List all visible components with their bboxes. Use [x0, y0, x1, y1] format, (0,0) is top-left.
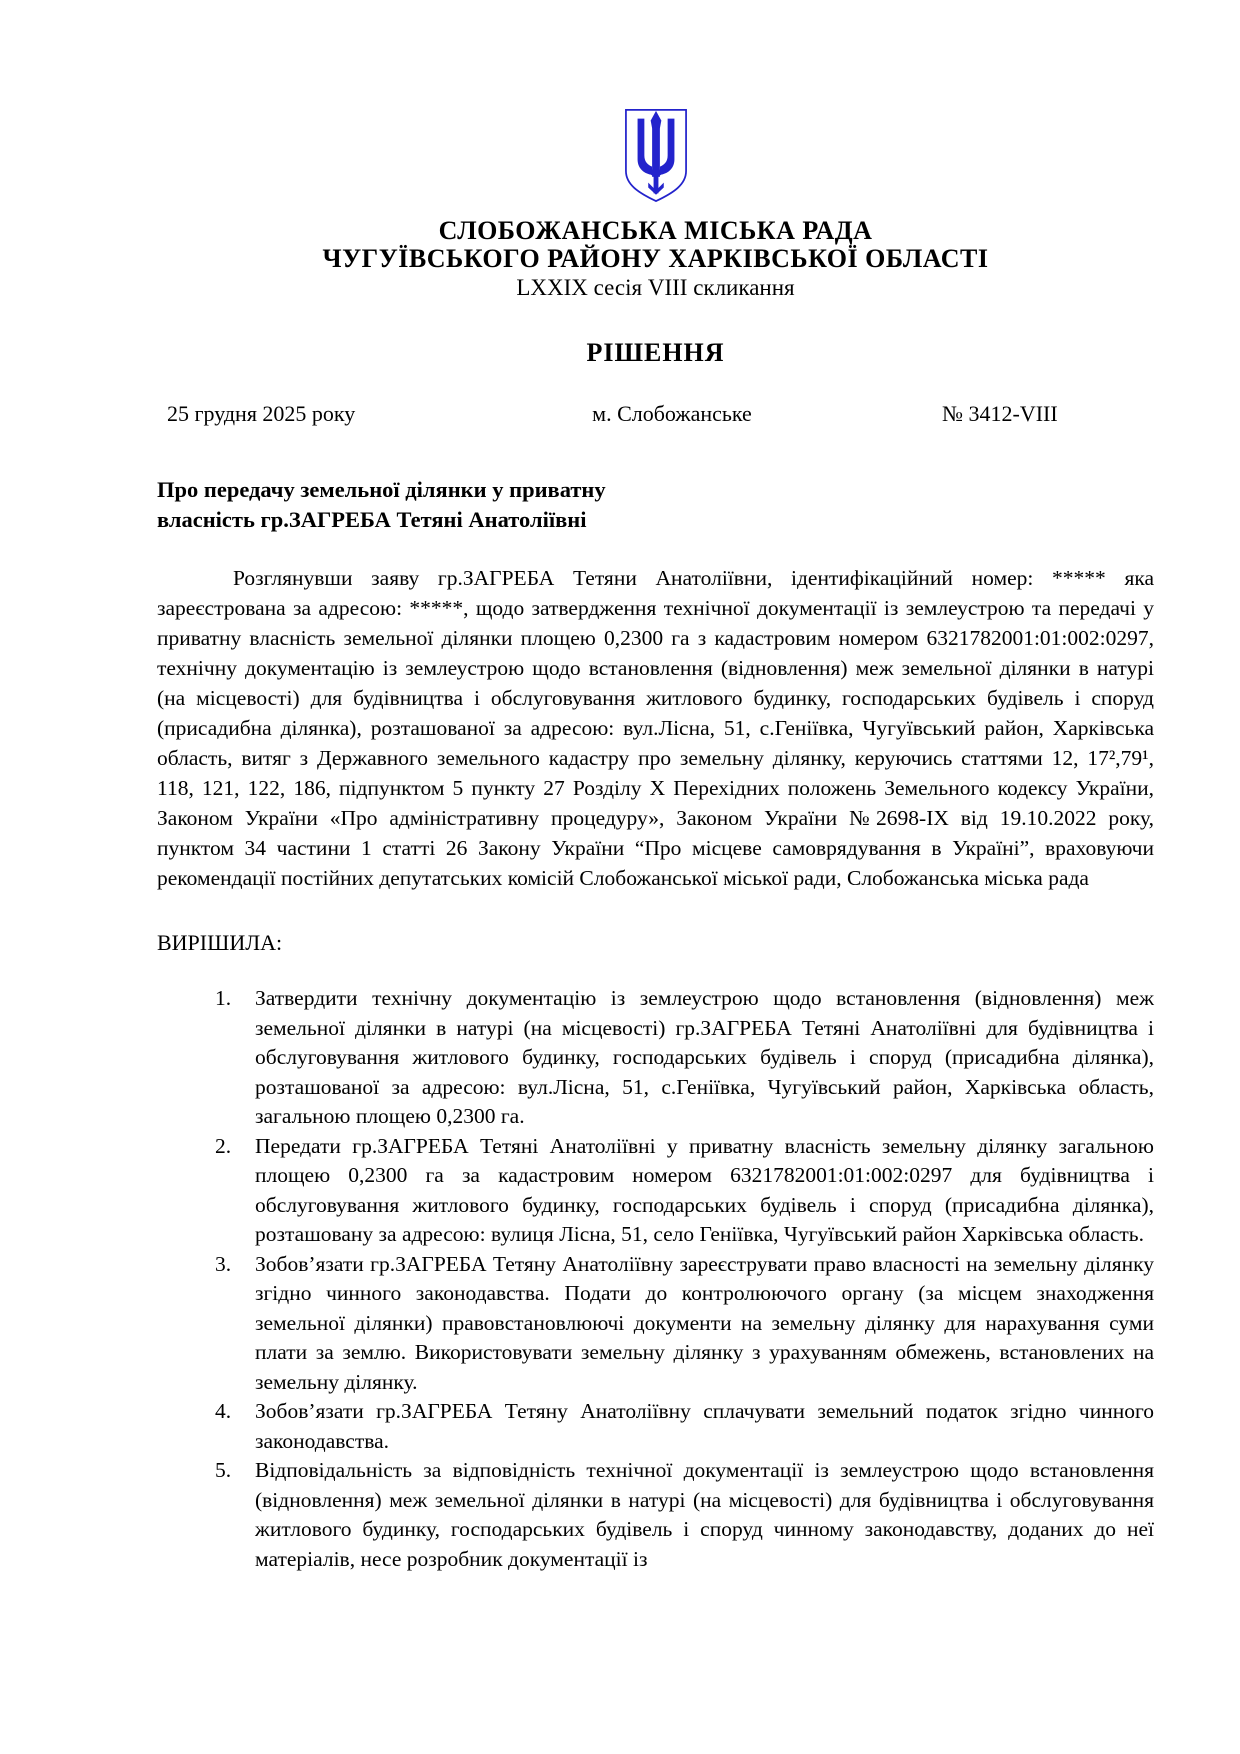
- document-title-line1: Про передачу земельної ділянки у приватну: [157, 477, 606, 502]
- ukraine-tryzub-icon: [622, 107, 690, 204]
- item-text: Передати гр.ЗАГРЕБА Тетяні Анатоліївні у приватну власність земельну ділянку загальною площею 0,2300 га за кадастровим номером 6321782001:01:002:0297 для будівництва і обслуговування житлового будинку, господарських будівель і споруд (присадибна ділянка), розташовану за адресою: вулиця Лісна, 51, село Геніївка, Чугуївський район Харківська область.: [255, 1133, 1154, 1246]
- resolution-item: [157, 984, 1154, 1132]
- council-region: ЧУГУЇВСЬКОГО РАЙОНУ ХАРКІВСЬКОЇ ОБЛАСТІ: [322, 244, 989, 273]
- document-title-line2: власність гр.ЗАГРЕБА Тетяні Анатоліївні: [157, 507, 587, 532]
- item-number: 1.: [215, 986, 232, 1010]
- document-title: [157, 475, 1154, 535]
- document-date: 25 грудня 2025 року: [167, 401, 356, 426]
- item-number: 4.: [215, 1399, 232, 1423]
- document-place: м. Слобожанське: [592, 401, 752, 426]
- item-text: Зобов’язати гр.ЗАГРЕБА Тетяну Анатоліївну зареєструвати право власності на земельну ділянку згідно чинного законодавства. Подати до контролюючого органу (за місцем знаходження земельної ділянки) правовстановлюючі документи на земельну ділянку для нарахування суми плати за землю. Використовувати земельну ділянку з урахуванням обмежень, встановлених на земельну ділянку.: [255, 1251, 1154, 1394]
- resolved-word: ВИРІШИЛА:: [157, 930, 283, 955]
- resolution-items: [157, 984, 1154, 1574]
- document-kind-heading: РІШЕННЯ: [586, 338, 725, 367]
- session-line: LXXIX сесія VIII скликання: [516, 275, 795, 300]
- document-meta-row: [157, 401, 1154, 431]
- item-number: 3.: [215, 1251, 232, 1276]
- document-number: № 3412-VIII: [942, 401, 1058, 426]
- item-number: 2.: [215, 1133, 232, 1158]
- item-text: Затвердити технічну документацію із землеустрою щодо встановлення (відновлення) меж земельної ділянки в натурі (на місцевості) гр.ЗАГРЕБА Тетяні Анатоліївні для будівництва і обслуговування житлового будинку, господарських будівель і споруд (присадибна ділянка), розташованої за адресою: вул.Лісна, 51, с.Геніївка, Чугуївський район, Харківська область, загальною площею 0,2300 га.: [255, 986, 1154, 1128]
- item-text: Відповідальність за відповідність технічної документації із землеустрою щодо встановлення (відновлення) меж земельної ділянки в натурі (на місцевості) для будівництва і обслуговування житлового будинку, господарських будівель і споруд чинному законодавству, доданих до неї матеріалів, несе розробник документації із: [255, 1458, 1154, 1571]
- council-name: СЛОБОЖАНСЬКА МІСЬКА РАДА: [438, 216, 873, 245]
- resolution-item: [157, 1132, 1154, 1250]
- resolution-item: [157, 1456, 1154, 1574]
- document-content: [157, 0, 1154, 1574]
- resolution-item: [157, 1250, 1154, 1398]
- document-header: [157, 0, 1154, 301]
- resolution-item: [157, 1397, 1154, 1456]
- preamble-paragraph: Розглянувши заяву гр.ЗАГРЕБА Тетяни Анатоліївни, ідентифікаційний номер: ***** яка зареєстрована за адресою: *****, щодо затвердження технічної документації із землеустрою та передачі у приватну власність земельної ділянки площею 0,2300 га з кадастровим номером 6321782001:01:002:0297, технічну документацію із землеустрою щодо встановлення (відновлення) меж земельної ділянки в натурі (на місцевості) для будівництва і обслуговування житлового будинку, господарських будівель і споруд (присадибна ділянка), розташованої за адресою: вул.Лісна, 51, с.Геніївка, Чугуївський район, Харківська область, витяг з Державного земельного кадастру про земельну ділянку, керуючись статтями 12, 17²,79¹, 118, 121, 122, 186, підпунктом 5 пункту 27 Розділу X Перехідних положень Земельного кодексу України, Законом України «Про адміністративну процедуру», Законом України №2698-ІХ від 19.10.2022 року, пунктом 34 частини 1 статті 26 Закону України “Про місцеве самоврядування в Україні”, враховуючи рекомендації постійних депутатських комісій Слобожанської міської ради, Слобожанська міська рада: [157, 566, 1154, 890]
- item-text: Зобов’язати гр.ЗАГРЕБА Тетяну Анатоліївну сплачувати земельний податок згідно чинного законодавства.: [255, 1399, 1154, 1453]
- item-number: 5.: [215, 1458, 232, 1482]
